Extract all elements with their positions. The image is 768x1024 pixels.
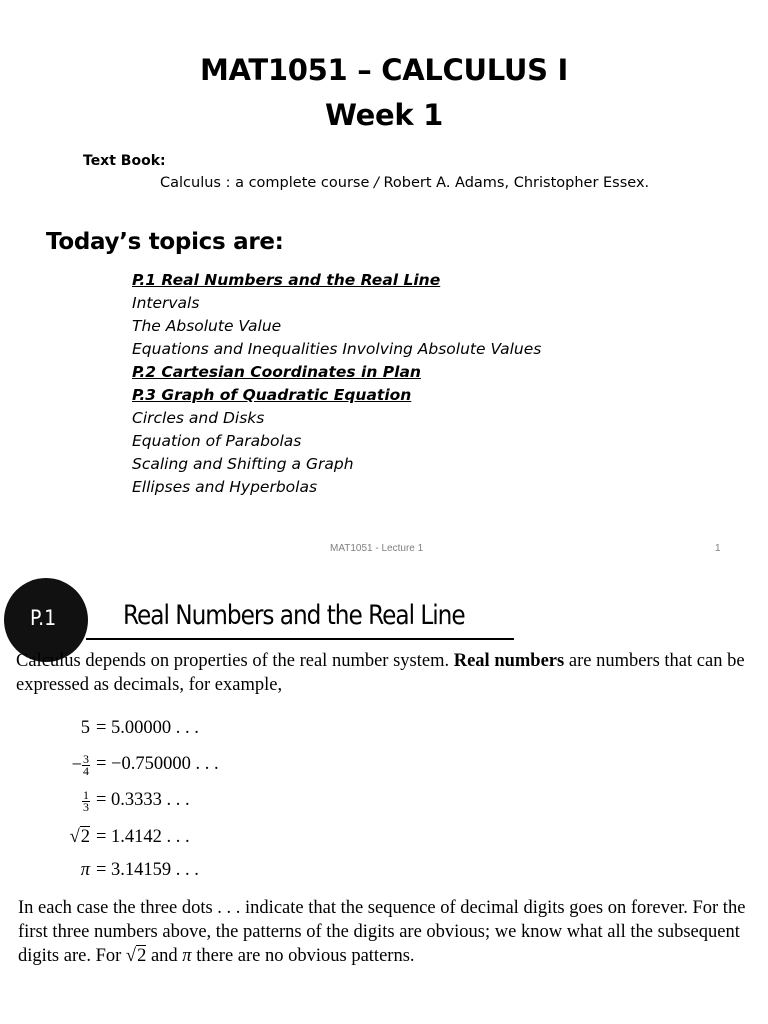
textbook-authors: Robert A. Adams, Christopher Essex. bbox=[378, 175, 650, 191]
example-rhs: = 0.3333 . . . bbox=[96, 790, 190, 810]
section-badge-label: P.1 bbox=[30, 606, 57, 630]
outro-paragraph: In each case the three dots . . . indicate that the sequence of decimal digits goes on forever. For the first three numbers above, the patterns of the digits are obvious; we know what all the subsequent digits are. For √2 and π there are no obvious patterns. bbox=[18, 898, 746, 966]
example-rhs: = −0.750000 . . . bbox=[96, 754, 219, 774]
textbook-label: Text Book: bbox=[83, 153, 166, 169]
section-title: Real Numbers and the Real Line bbox=[123, 600, 465, 631]
example-lhs: π bbox=[80, 860, 90, 880]
topic-item: The Absolute Value bbox=[132, 317, 282, 335]
sqrt-radicand: 2 bbox=[80, 827, 90, 847]
topic-item: P.3 Graph of Quadratic Equation bbox=[132, 386, 412, 404]
example-lhs: − $\frac{3}{4}$ bbox=[71, 752, 89, 778]
topic-item: Circles and Disks bbox=[132, 409, 265, 427]
slide-subtitle-week: Week 1 bbox=[324, 98, 444, 132]
textbook-reference bbox=[160, 175, 649, 191]
example-row bbox=[0, 827, 300, 857]
textbook-separator: / bbox=[374, 175, 379, 191]
topic-item: Ellipses and Hyperbolas bbox=[132, 478, 318, 496]
example-row bbox=[0, 790, 300, 820]
section-title-rule bbox=[86, 638, 514, 640]
slide-footer: MAT1051 - Lecture 1 bbox=[330, 543, 424, 554]
topics-heading: Today’s topics are: bbox=[46, 229, 284, 255]
example-row bbox=[0, 860, 300, 890]
example-rhs: = 1.4142 . . . bbox=[96, 827, 190, 847]
slide-title: MAT1051 – CALCULUS I bbox=[199, 53, 569, 87]
topic-item: Intervals bbox=[132, 294, 200, 312]
pi-symbol: π bbox=[182, 946, 192, 966]
fraction: $\frac{1}{3}$ bbox=[83, 788, 89, 814]
example-rhs: = 3.14159 . . . bbox=[96, 860, 199, 880]
sqrt-radicand: 2 bbox=[137, 946, 147, 966]
real-numbers-term: Real numbers bbox=[453, 651, 565, 671]
topic-item: P.2 Cartesian Coordinates in Plan bbox=[132, 363, 421, 381]
example-row bbox=[0, 754, 300, 784]
example-lhs: 5 bbox=[80, 718, 90, 738]
topic-item: Equations and Inequalities Involving Absolute Values bbox=[132, 340, 542, 358]
intro-paragraph: Calculus depends on properties of the real number system. Real numbers are numbers that can be expressed as decimals, for example, bbox=[16, 651, 745, 695]
topic-item: P.1 Real Numbers and the Real Line bbox=[132, 271, 441, 289]
topic-item: Equation of Parabolas bbox=[132, 432, 302, 450]
fraction: $\frac{3}{4}$ bbox=[83, 752, 89, 778]
slide-page-number: 1 bbox=[715, 543, 721, 554]
example-lhs bbox=[82, 790, 90, 813]
topic-item: Scaling and Shifting a Graph bbox=[132, 455, 354, 473]
example-lhs: √2 bbox=[69, 827, 90, 847]
textbook-title: Calculus : a complete course bbox=[160, 175, 374, 191]
example-rhs: = 5.00000 . . . bbox=[96, 718, 199, 738]
example-row bbox=[0, 718, 300, 748]
